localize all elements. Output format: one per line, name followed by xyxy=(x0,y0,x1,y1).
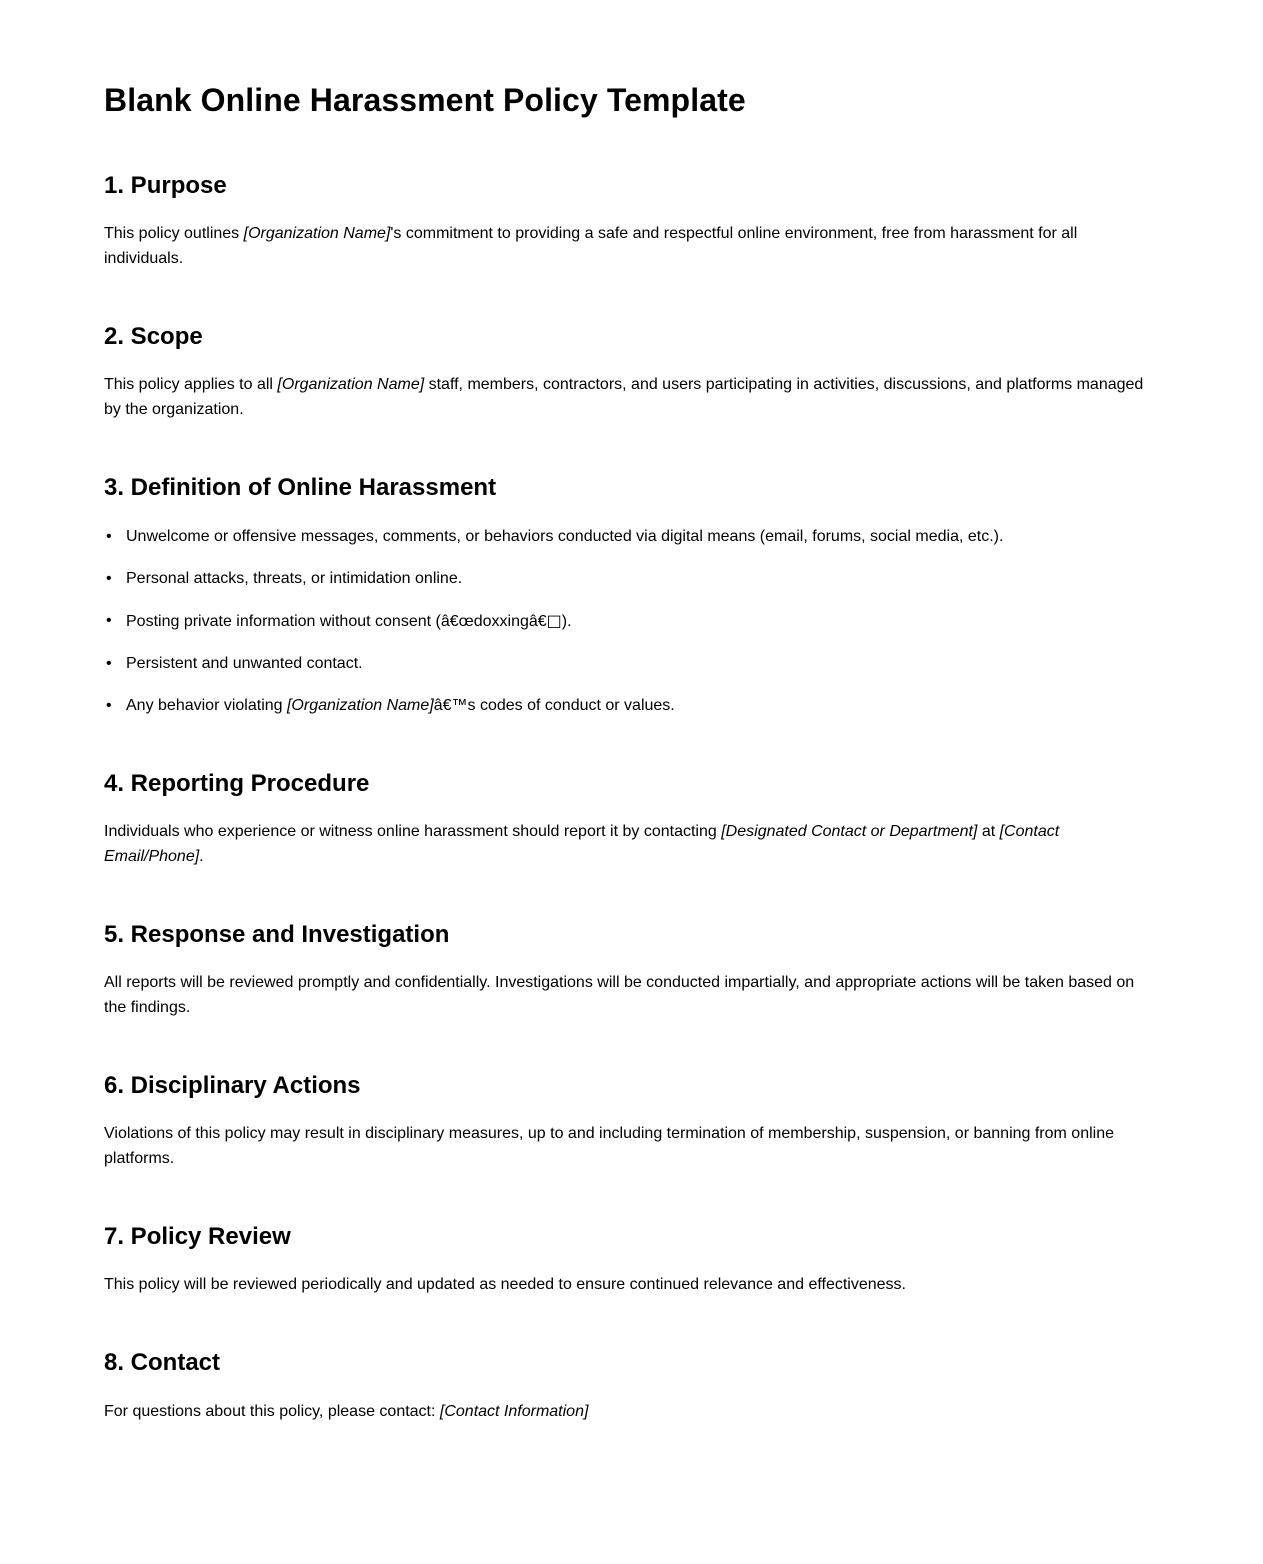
section-response-investigation xyxy=(104,919,1150,1020)
list-item xyxy=(126,524,1150,549)
section-paragraph-purpose xyxy=(104,221,1150,271)
placeholder-contact-information: [Contact Information] xyxy=(439,1402,589,1420)
section-heading-policy-review: 7. Policy Review xyxy=(104,1223,291,1251)
section-paragraph-response-investigation: All reports will be reviewed promptly and confidentially. Investigations will be conducted impartially, and appropriate actions will be taken based on the findings. xyxy=(104,973,1135,1016)
list-item-text: Unwelcome or offensive messages, comments, or behaviors conducted via digital means (email, forums, social media, etc.). xyxy=(126,527,1004,545)
paragraph-text-pre: Individuals who experience or witness online harassment should report it by contacting xyxy=(104,822,722,840)
section-paragraph-scope xyxy=(104,372,1150,422)
list-item-text-post: â€™s codes of conduct or values. xyxy=(433,696,675,714)
section-policy-review xyxy=(104,1221,1150,1297)
paragraph-text-pre: This policy applies to all xyxy=(104,376,278,394)
paragraph-text-pre: For questions about this policy, please contact: xyxy=(104,1402,440,1420)
list-item-text-pre: Any behavior violating xyxy=(126,696,287,714)
section-disciplinary-actions xyxy=(104,1070,1150,1171)
section-paragraph-disciplinary-actions: Violations of this policy may result in disciplinary measures, up to and including termination of membership, suspension, or banning from online platforms. xyxy=(104,1125,1115,1168)
section-definition xyxy=(104,472,1150,717)
placeholder-contact-email-phone: [Contact Email/Phone] xyxy=(104,822,1060,865)
section-heading-disciplinary-actions: 6. Disciplinary Actions xyxy=(104,1071,361,1099)
list-item-text-post: ). xyxy=(561,612,572,630)
list-item xyxy=(126,608,1150,634)
section-paragraph-contact xyxy=(104,1399,1150,1424)
paragraph-text-post: 's commitment to providing a safe and respectful online environment, free from harassment for all individuals. xyxy=(104,225,1078,268)
page-title: Blank Online Harassment Policy Template xyxy=(104,82,746,118)
list-item-text: Persistent and unwanted contact. xyxy=(126,654,363,672)
placeholder-organization-name: [Organization Name] xyxy=(243,225,391,243)
section-heading-reporting-procedure: 4. Reporting Procedure xyxy=(104,769,370,797)
paragraph-text-mid: at xyxy=(977,822,1000,840)
section-paragraph-policy-review: This policy will be reviewed periodically and updated as needed to ensure continued relevance and effectiveness. xyxy=(104,1276,906,1294)
placeholder-organization-name: [Organization Name] xyxy=(277,376,425,394)
section-heading-purpose: 1. Purpose xyxy=(104,172,227,199)
section-heading-response-investigation: 5. Response and Investigation xyxy=(104,920,450,948)
page-bottom-spacer xyxy=(104,1424,1150,1504)
section-scope xyxy=(104,321,1150,422)
definition-bullet-list xyxy=(104,524,1150,718)
section-heading-scope: 2. Scope xyxy=(104,323,203,351)
list-item xyxy=(126,651,1150,676)
paragraph-text-post: staff, members, contractors, and users participating in activities, discussions, and platforms managed by the organization. xyxy=(104,376,1144,419)
list-item xyxy=(126,693,1150,718)
list-item xyxy=(126,566,1150,591)
section-paragraph-reporting-procedure xyxy=(104,819,1150,869)
section-heading-contact: 8. Contact xyxy=(104,1349,221,1377)
section-purpose xyxy=(104,170,1150,271)
paragraph-text-pre: This policy outlines xyxy=(104,225,244,243)
paragraph-text-post: . xyxy=(199,847,204,865)
tofu-glyph: □ xyxy=(546,610,562,630)
placeholder-designated-contact: [Designated Contact or Department] xyxy=(721,822,978,840)
section-contact xyxy=(104,1347,1150,1423)
placeholder-organization-name: [Organization Name] xyxy=(286,696,434,714)
section-heading-definition: 3. Definition of Online Harassment xyxy=(104,474,497,502)
list-item-text-pre: Posting private information without consent (â€œdoxxingâ€ xyxy=(126,612,547,630)
section-reporting-procedure xyxy=(104,768,1150,869)
list-item-text: Personal attacks, threats, or intimidation online. xyxy=(126,569,463,587)
